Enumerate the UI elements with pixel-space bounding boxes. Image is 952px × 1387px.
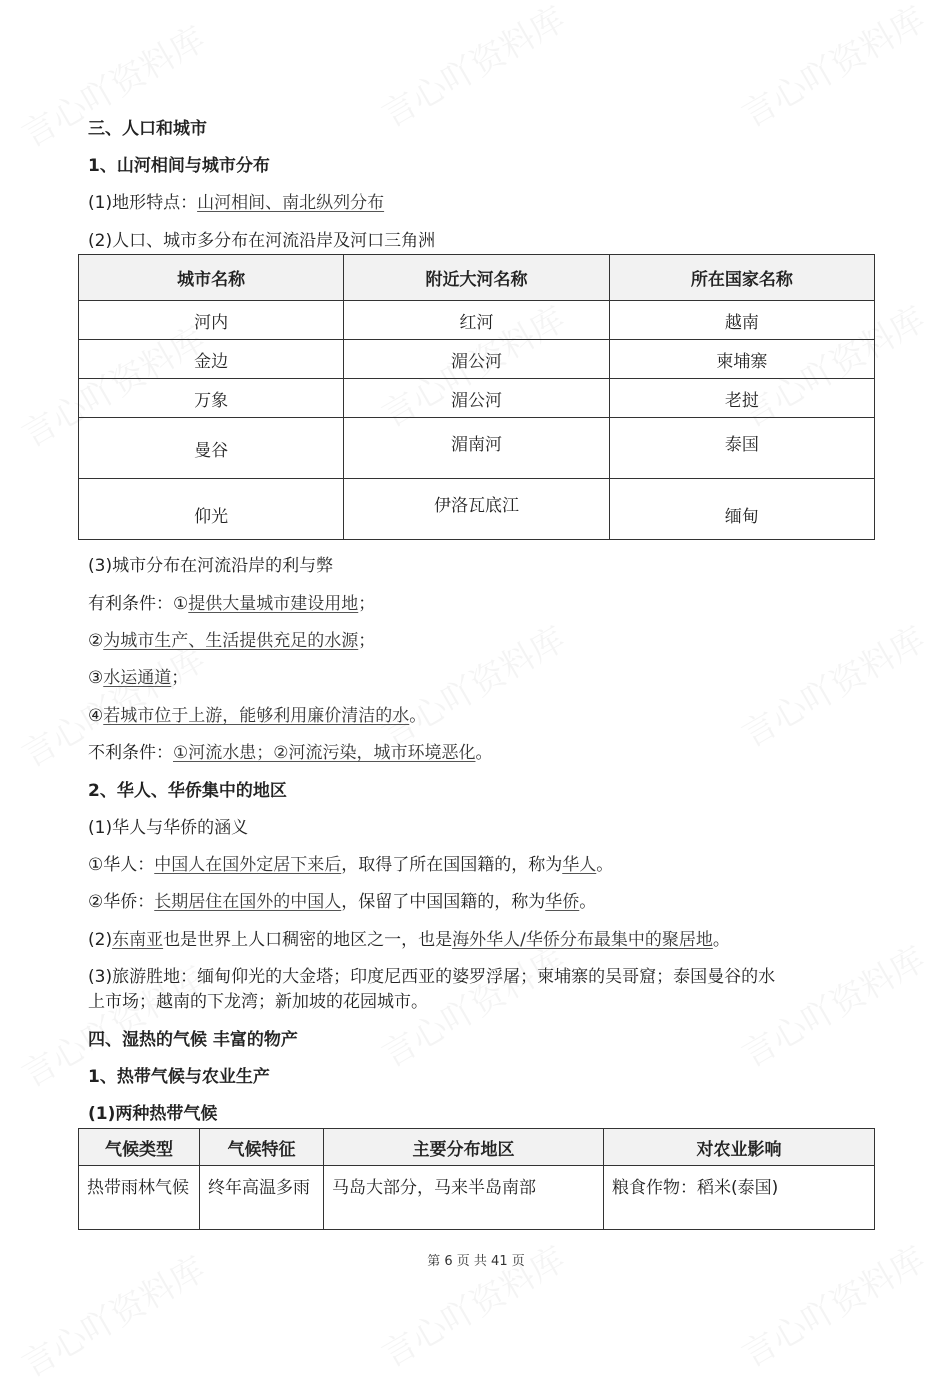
- table-row: [79, 340, 875, 379]
- table-cell: 越南: [609, 301, 874, 340]
- answer-text: 水运通道: [103, 668, 172, 688]
- column-header: 所在国家名称: [609, 255, 874, 301]
- table-cell: 终年高温多雨: [200, 1166, 324, 1230]
- table-cell: 热带雨林气候: [79, 1166, 200, 1230]
- text: ；: [358, 631, 376, 651]
- paragraph-climate-types: (1)两种热带气候: [88, 1104, 218, 1124]
- paragraph-terrain: [88, 192, 874, 214]
- answer-text: 若城市位于上游，能够利用廉价清洁的水: [103, 706, 410, 726]
- subsection-heading: 2、华人、华侨集中的地区: [88, 781, 287, 801]
- definition-huaren: [88, 854, 874, 876]
- table-row: [79, 379, 875, 418]
- table-cell: 金边: [79, 340, 344, 379]
- column-header: 城市名称: [79, 255, 344, 301]
- table-cell: 万象: [79, 379, 344, 418]
- answer-text: 长期居住在国外的中国人: [154, 892, 342, 912]
- advantage-4: [88, 705, 874, 727]
- paragraph-tourism-line1: (3)旅游胜地：缅甸仰光的大金塔；印度尼西亚的婆罗浮屠；柬埔寨的吴哥窟；泰国曼谷的水: [88, 967, 776, 987]
- table-cell: 仰光: [79, 479, 344, 540]
- answer-text: 为城市生产、生活提供充足的水源: [103, 631, 359, 651]
- answer-text: 海外华人/华侨分布最集中的聚居地: [452, 930, 713, 950]
- text: 有利条件：①: [88, 594, 189, 614]
- climate-table: [78, 1128, 875, 1230]
- answer-text: 山河相间、南北纵列分布: [197, 193, 385, 213]
- text: ；: [171, 668, 189, 688]
- advantage-2: [88, 630, 874, 652]
- text: 。: [475, 743, 493, 763]
- advantage-3: [88, 667, 874, 689]
- text: (1)地形特点：: [88, 193, 198, 213]
- table-cell: 伊洛瓦底江: [344, 479, 609, 540]
- city-river-table: [78, 254, 875, 540]
- text: ④: [88, 706, 104, 726]
- column-header: 附近大河名称: [344, 255, 609, 301]
- table-cell: 红河: [344, 301, 609, 340]
- text: 也是世界上人口稠密的地区之一，也是: [163, 930, 453, 950]
- table-header-row: [79, 1129, 875, 1166]
- text: 不利条件：: [88, 743, 173, 763]
- page-footer: 第 6 页 共 41 页: [427, 1254, 525, 1269]
- table-cell: 缅甸: [609, 479, 874, 540]
- text: ，取得了所在国国籍的，称为: [341, 855, 563, 875]
- answer-text: 东南亚: [112, 930, 164, 950]
- column-header: 气候类型: [79, 1129, 200, 1166]
- text: 。: [712, 930, 730, 950]
- text: ，保留了中国国籍的，称为: [341, 892, 546, 912]
- paragraph-pros-cons: (3)城市分布在河流沿岸的利与弊: [88, 556, 334, 576]
- text: ③: [88, 668, 104, 688]
- text: ②华侨：: [88, 892, 155, 912]
- section-heading: 四、湿热的气候 丰富的物产: [88, 1030, 298, 1050]
- table-cell: 老挝: [609, 379, 874, 418]
- answer-text: 华侨: [545, 892, 580, 912]
- paragraph-southeast-asia: [88, 929, 874, 951]
- table-cell: 曼谷: [79, 418, 344, 479]
- table-header-row: [79, 255, 875, 301]
- table-cell: 河内: [79, 301, 344, 340]
- section-heading: 三、人口和城市: [88, 119, 207, 139]
- answer-text: 提供大量城市建设用地: [188, 594, 359, 614]
- paragraph-definition: (1)华人与华侨的涵义: [88, 818, 249, 838]
- disadvantages: [88, 742, 874, 764]
- table-row: [79, 1166, 875, 1230]
- advantage-1: [88, 593, 874, 615]
- table-cell: 湄公河: [344, 340, 609, 379]
- text: (2): [88, 930, 113, 950]
- paragraph-population: (2)人口、城市多分布在河流沿岸及河口三角洲: [88, 231, 436, 251]
- column-header: 对农业影响: [604, 1129, 875, 1166]
- column-header: 主要分布地区: [324, 1129, 604, 1166]
- table-cell: 粮食作物：稻米(泰国): [604, 1166, 875, 1230]
- table-cell: 湄公河: [344, 379, 609, 418]
- text: ②: [88, 631, 104, 651]
- text: 。: [596, 855, 614, 875]
- table-cell: 柬埔寨: [609, 340, 874, 379]
- text: 。: [579, 892, 597, 912]
- column-header: 气候特征: [200, 1129, 324, 1166]
- subsection-heading: 1、热带气候与农业生产: [88, 1067, 270, 1087]
- table-row: [79, 301, 875, 340]
- watermark: [371, 0, 572, 137]
- subsection-heading: 1、山河相间与城市分布: [88, 156, 270, 176]
- table-row: [79, 479, 875, 540]
- watermark: [731, 0, 932, 137]
- answer-text: ①河流水患；②河流污染，城市环境恶化: [173, 743, 476, 763]
- table-cell: 湄南河: [344, 418, 609, 479]
- table-row: [79, 418, 875, 479]
- text: ；: [358, 594, 376, 614]
- table-cell: 泰国: [609, 418, 874, 479]
- answer-text: 华人: [562, 855, 597, 875]
- text: 。: [409, 706, 427, 726]
- answer-text: 中国人在国外定居下来后: [154, 855, 342, 875]
- text: ①华人：: [88, 855, 155, 875]
- table-cell: 马岛大部分，马来半岛南部: [324, 1166, 604, 1230]
- definition-huaqiao: [88, 891, 874, 913]
- paragraph-tourism-line2: 上市场；越南的下龙湾；新加坡的花园城市。: [88, 992, 428, 1012]
